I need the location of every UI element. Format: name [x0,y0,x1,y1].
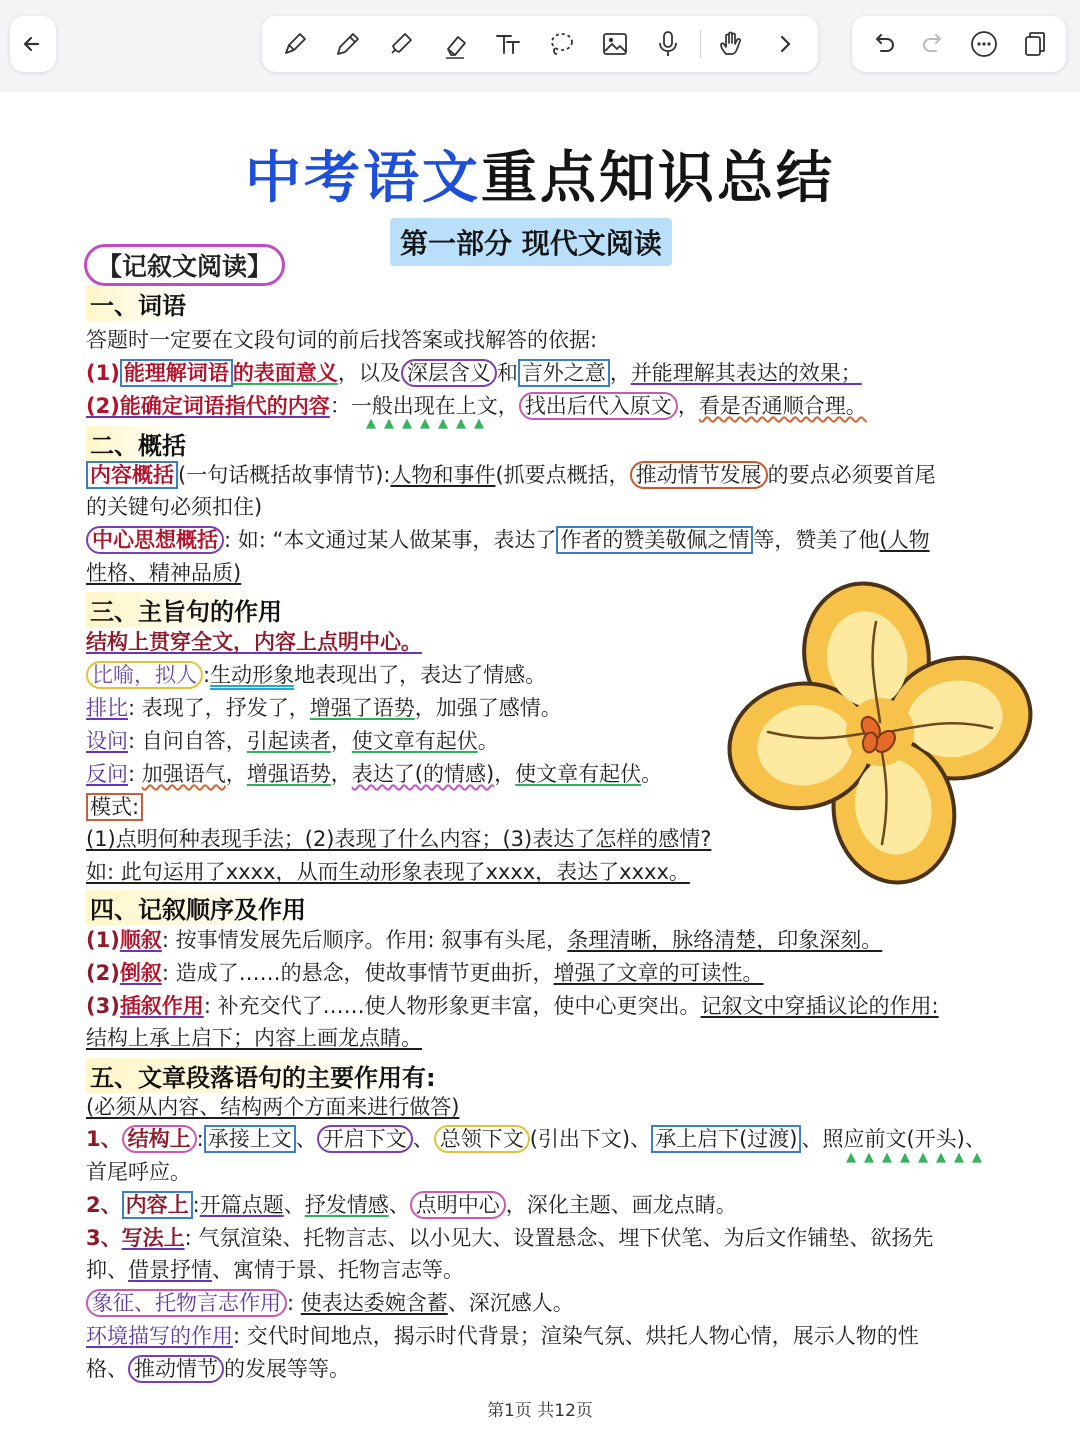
text: ， [225,762,247,786]
boxed-term: 承接上文 [204,1125,296,1153]
order-line-3 [86,991,939,1021]
underlined-term: 借景抒情 [128,1258,212,1282]
page-title [0,134,1080,214]
text: ， [494,762,516,786]
text: (引出下文)、 [529,1127,652,1151]
circled-term: 找出后代入原文 [519,392,678,420]
title-highlight: 中考语文 [245,146,481,211]
toolbar-separator [700,30,701,58]
text: 2、 [86,1193,122,1217]
text: (1) [86,361,120,385]
triangle-marks: ▲▲▲▲▲▲▲ [366,416,492,431]
summary-line-4: 性格、精神品质) [86,561,242,585]
text: 、寓情于景、托物言志等。 [212,1258,464,1282]
function-line-8 [86,1354,350,1384]
function-line-3 [86,1190,737,1220]
text: 。 [641,762,663,786]
boxed-term: 作者的赞美敬佩之情 [556,526,753,554]
boxed-term: 能理解词语 [120,359,233,387]
text: ， [330,729,352,753]
text: : 气氛渲染、托物言志、以小见大、设置悬念、埋下伏笔、为后文作铺垫、欲扬先 [184,1226,934,1250]
text: 照应前文(开头) [822,1127,965,1151]
heading-summary: 二、概括 [86,426,190,461]
redo-icon[interactable] [912,22,956,66]
circled-term: 点明中心 [410,1191,506,1219]
text: ， [677,394,699,418]
tool-palette [262,16,818,72]
wavy-underlined-term: 表达了(的情感) [351,762,495,786]
text: : 自问自答， [128,729,247,753]
theme-line-8: 如: 此句运用了xxxx，从而生动形象表现了xxxx，表达了xxxx。 [86,860,690,884]
circled-term: 中心思想概括 [86,526,224,554]
text: : 造成了……的悬念，使故事情节更曲折， [161,961,554,985]
pencil-icon[interactable] [326,22,370,66]
text: : 如: “本文通过某人做某事，表达了 [224,528,557,552]
heading-theme: 三、主旨句的作用 [86,592,286,627]
text: ，深化主题、画龙点睛。 [505,1193,737,1217]
hand-icon[interactable] [710,22,754,66]
note-page[interactable] [0,92,1080,1440]
text: : [128,762,142,786]
text: 1、 [86,1127,122,1151]
text: : 表现了，抒发了， [128,696,310,720]
underlined-term: 排比 [86,696,128,720]
chevron-right-icon[interactable] [763,22,807,66]
text: 、 [801,1127,823,1151]
text: ，以及 [337,361,401,385]
text: (2) [86,961,120,985]
theme-line-3 [86,693,562,723]
title-rest: 重点知识总结 [481,146,835,211]
underlined-term: 使文章有起伏 [351,729,478,753]
order-line-1 [86,925,882,955]
highlighter-icon[interactable] [379,22,423,66]
function-note: (必须从内容、结构两个方面来进行做答) [86,1095,460,1119]
summary-line-1 [86,460,936,490]
pages-icon[interactable] [1013,22,1057,66]
arrow-left-icon[interactable] [11,22,55,66]
underlined-term: (2)能确定词语指代的内容 [86,394,330,418]
text: 。 [477,729,499,753]
circled-term: 比喻，拟人 [86,661,203,689]
function-line-7 [86,1321,919,1351]
summary-line-2: 的关键句必须扣住) [86,495,263,519]
wavy-underlined-term: 加强语气 [141,762,226,786]
text: (一句话概括故事情节): [178,463,391,487]
underlined-term: 生动形象 [210,663,295,687]
more-icon[interactable] [962,22,1006,66]
underlined-term: 环境描写的作用 [86,1324,233,1348]
text-icon[interactable] [486,22,530,66]
underlined-term: 写法上 [121,1226,185,1250]
circled-term: 开启下文 [317,1125,413,1153]
theme-line-6 [86,792,143,822]
text: 一般出现在上文， [350,394,519,418]
words-intro: 答题时一定要在文段句词的前后找答案或找解答的依据: [86,328,598,352]
text: (抓要点概括， [495,463,630,487]
underlined-term: 抒发情感 [304,1193,389,1217]
underlined-term: 条理清晰，脉络清楚，印象深刻。 [567,928,883,952]
boxed-term: 言外之意 [518,359,610,387]
underlined-term: 增强了文章的可读性。 [553,961,764,985]
text: (3) [86,994,120,1018]
text: (1) [86,928,120,952]
underlined-term: 反问 [86,762,128,786]
boxed-term: 承上启下(过渡) [651,1125,801,1153]
text: 、 [964,1127,986,1151]
text: : 补充交代了……使人物形象更丰富，使中心更突出。 [203,994,701,1018]
circled-term: 总领下文 [434,1125,530,1153]
document-actions [852,16,1066,72]
words-line-1 [86,358,862,388]
circled-term: 深层含义 [401,359,497,387]
underlined-term: 倒叙 [119,961,162,985]
underlined-term: 使文章有起伏 [515,762,642,786]
text: 的发展等等。 [224,1357,350,1381]
text: : 按事情发展先后顺序。作用: 叙事有头尾， [161,928,568,952]
eraser-icon[interactable] [433,22,477,66]
wavy-underlined-term: 看是否通顺合理。 [698,394,867,418]
text: ， [609,361,631,385]
underlined-term: 顺叙 [119,928,162,952]
underlined-term: (人物 [879,528,930,552]
section-label: 【记叙文阅读】 [84,244,285,286]
lasso-icon[interactable] [539,22,583,66]
text: ， [330,762,352,786]
text: 、深沉感人。 [447,1291,574,1315]
back-button[interactable] [10,16,56,72]
function-line-5 [86,1255,464,1285]
text: 的要点必须要首尾 [767,463,936,487]
text: : 交代时间地点，揭示时代背景；渲染气氛、烘托人物心情，展示人物的性 [233,1324,919,1348]
pen-icon[interactable] [273,22,317,66]
underlined-term: 开篇点题 [199,1193,284,1217]
circled-term: 象征、托物言志作用 [86,1289,287,1317]
theme-line-2 [86,660,546,690]
text: 抑、 [86,1258,128,1282]
text: : [203,663,211,687]
text: 地表现出了，表达了情感。 [294,663,547,687]
underlined-term: 记叙文中穿插议论的作用: [700,994,939,1018]
text: ： [329,394,351,418]
underlined-term: 使表达委婉含蓄 [300,1291,448,1315]
text: 、 [412,1127,434,1151]
theme-line-5 [86,759,662,789]
microphone-icon[interactable] [646,22,690,66]
function-line-4 [86,1223,933,1253]
boxed-term: 模式: [86,793,143,821]
underlined-term: 的表面意义 [232,361,338,385]
text: 和 [496,361,518,385]
order-line-4: 结构上承上启下；内容上画龙点睛。 [86,1026,422,1050]
image-icon[interactable] [593,22,637,66]
heading-words: 一、词语 [86,286,190,321]
underlined-term: 引起读者 [246,729,331,753]
boxed-term: 内容概括 [86,461,178,489]
toolbar [0,0,1080,92]
theme-line-1: 结构上贯穿全文，内容上点明中心。 [86,630,422,654]
text: 格、 [86,1357,128,1381]
text: 3、 [86,1226,122,1250]
underlined-term: 人物和事件 [390,463,496,487]
triangle-marks: ▲▲▲▲▲▲▲▲ [846,1150,990,1165]
text: 、 [388,1193,410,1217]
part-label: 第一部分 现代文阅读 [390,218,672,266]
text: 、 [283,1193,305,1217]
function-line-6 [86,1288,574,1318]
underlined-term: 增强了语势 [309,696,415,720]
circled-term: 推动情节发展 [630,461,768,489]
flower-sticker-icon[interactable] [722,574,1038,890]
text: : [192,1193,200,1217]
undo-icon[interactable] [861,22,905,66]
theme-line-4 [86,726,499,756]
text: ，加强了感情。 [414,696,562,720]
text: 、 [295,1127,317,1151]
underlined-term: 插叙作用 [119,994,204,1018]
page-indicator: 第1页 共12页 [487,1401,593,1421]
underlined-term: 并能理解其表达的效果； [630,361,862,385]
text: 等，赞美了他 [753,528,880,552]
text: : [287,1291,301,1315]
heading-function: 五、文章段落语句的主要作用有: [86,1058,440,1093]
underlined-term: 设问 [86,729,128,753]
underlined-term: 增强语势 [246,762,331,786]
order-line-2 [86,958,764,988]
heading-order: 四、记叙顺序及作用 [86,890,310,925]
summary-line-3 [86,525,930,555]
text: : [196,1127,204,1151]
theme-line-7: (1)点明何种表现手法；(2)表现了什么内容；(3)表达了怎样的感情? [86,827,712,851]
circled-term: 推动情节 [128,1355,224,1383]
function-line-2: 首尾呼应。 [86,1160,191,1184]
boxed-term: 内容上 [122,1191,193,1219]
circled-term: 结构上 [122,1125,197,1153]
